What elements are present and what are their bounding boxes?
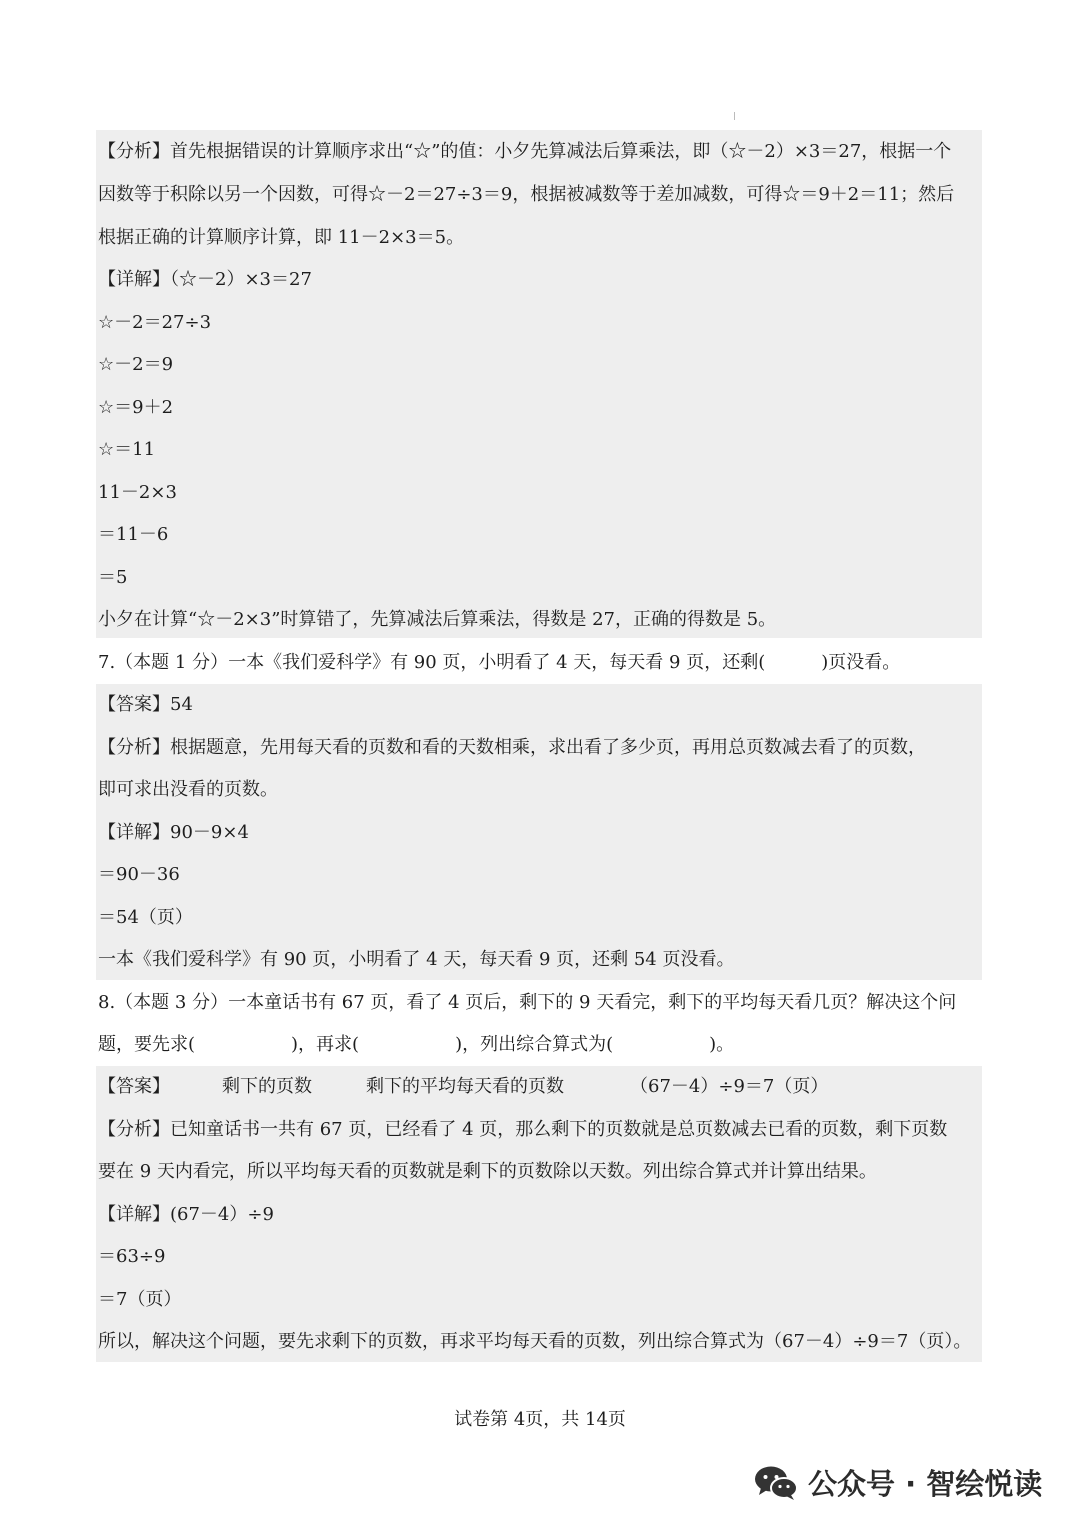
q8-q-part-1: 题，要先求(	[98, 1034, 196, 1055]
q6-detail-line-4: ☆＝9＋2	[98, 397, 174, 418]
q6-detail-line-6: 11－2×3	[98, 482, 177, 503]
wechat-icon	[752, 1464, 800, 1502]
watermark	[752, 1462, 1042, 1503]
q7-detail-line-3: ＝54（页）	[98, 907, 193, 928]
q8-detail-line-2: ＝63÷9	[98, 1246, 166, 1267]
q8-question-line-1: 8.（本题 3 分）一本童话书有 67 页，看了 4 页后，剩下的 9 天看完，剩下的平均每天看几页？解决这个问	[98, 992, 957, 1013]
q6-detail-line-8: ＝5	[98, 567, 128, 588]
q7-analysis-line-1: 【分析】根据题意，先用每天看的页数和看的天数相乘，求出看了多少页，再用总页数减去看了的页数，	[98, 737, 926, 758]
scan-mark	[734, 112, 735, 120]
q6-detail-line-1: 【详解】（☆－2）×3＝27	[98, 269, 312, 290]
q6-detail-line-7: ＝11－6	[98, 524, 169, 545]
q6-detail-line-5: ☆＝11	[98, 439, 156, 460]
q6-conclusion: 小夕在计算“☆－2×3”时算错了，先算减法后算乘法，得数是 27，正确的得数是 5。	[98, 609, 777, 630]
q8-answer-label: 【答案】	[98, 1076, 170, 1097]
q7-answer: 【答案】54	[98, 694, 193, 715]
q8-q-part-4: )。	[709, 1034, 735, 1055]
q8-analysis-line-1: 【分析】已知童话书一共有 67 页，已经看了 4 页，那么剩下的页数就是总页数减去已看的页数，剩下页数	[98, 1119, 948, 1140]
q7-detail-line-2: ＝90－36	[98, 864, 180, 885]
page-footer: 试卷第 4页，共 14页	[454, 1409, 626, 1430]
q7-question-prefix: 7.（本题 1 分）一本《我们爱科学》有 90 页，小明看了 4 天，每天看 9 页，还剩(	[98, 652, 766, 673]
q7-question-suffix: )页没看。	[821, 652, 901, 673]
q7-analysis-line-2: 即可求出没看的页数。	[98, 779, 278, 800]
q6-detail-line-3: ☆－2＝9	[98, 354, 174, 375]
watermark-text: 公众号 · 智绘悦读	[808, 1467, 1043, 1501]
q7-conclusion: 一本《我们爱科学》有 90 页，小明看了 4 天，每天看 9 页，还剩 54 页没看。	[98, 949, 735, 970]
q8-analysis-line-2: 要在 9 天内看完，所以平均每天看的页数就是剩下的页数除以天数。列出综合算式并计算出结果。	[98, 1161, 877, 1182]
q7-question	[98, 651, 900, 675]
q6-analysis-line-3: 根据正确的计算顺序计算，即 11－2×3＝5。	[98, 227, 465, 248]
q6-detail-line-2: ☆－2＝27÷3	[98, 312, 212, 333]
q8-answer-1: 剩下的页数	[222, 1076, 312, 1097]
q8-question-line-2	[98, 1033, 734, 1057]
q8-answer-2: 剩下的平均每天看的页数	[366, 1076, 564, 1097]
q8-detail-line-3: ＝7（页）	[98, 1289, 182, 1310]
q7-detail-line-1: 【详解】90－9×4	[98, 822, 249, 843]
q8-q-part-2: )，再求(	[291, 1034, 360, 1055]
q8-detail-line-1: 【详解】(67－4）÷9	[98, 1204, 274, 1225]
q6-analysis-line-1: 【分析】首先根据错误的计算顺序求出“☆”的值：小夕先算减法后算乘法，即（☆－2）×3＝27，根据一个	[98, 141, 952, 162]
q8-answer-3: （67－4）÷9＝7（页）	[630, 1076, 829, 1097]
q8-conclusion: 所以，解决这个问题，要先求剩下的页数，再求平均每天看的页数，列出综合算式为（67－4）÷9＝7（页）。	[98, 1331, 972, 1352]
q8-q-part-3: )，列出综合算式为(	[455, 1034, 614, 1055]
q6-analysis-line-2: 因数等于积除以另一个因数，可得☆－2＝27÷3＝9，根据被减数等于差加减数，可得☆＝9＋2＝11；然后	[98, 184, 955, 205]
